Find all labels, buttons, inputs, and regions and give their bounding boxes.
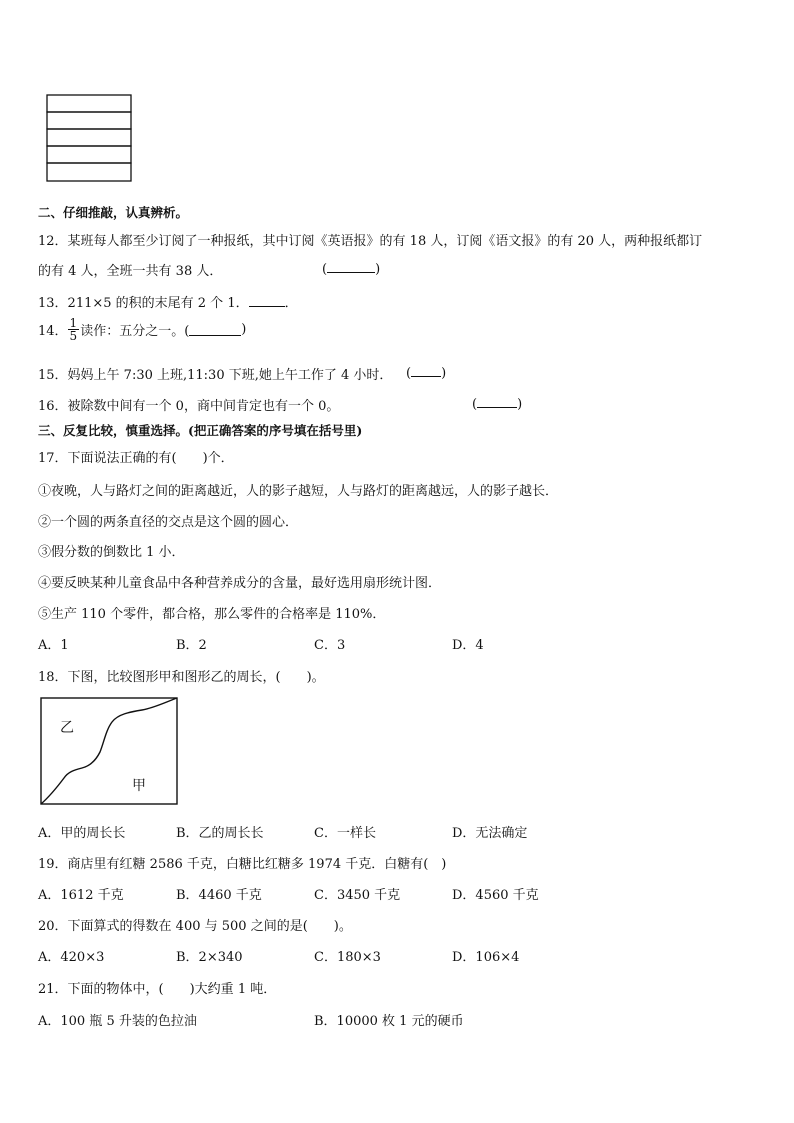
question-12-line-2 — [38, 260, 222, 279]
question-18-stem: 18．下图，比较图形甲和图形乙的周长，( )。 — [38, 670, 325, 685]
question-19-stem: 19．商店里有红糖 2586 千克，白糖比红糖多 1974 千克．白糖有( ) — [38, 857, 447, 872]
question-19-option-a[interactable]: A．1612 千克 — [38, 888, 124, 903]
box-4 — [47, 146, 131, 163]
question-21-option-a[interactable]: A．100 瓶 5 升装的色拉油 — [38, 1014, 197, 1029]
question-18-option-b[interactable]: B．乙的周长长 — [176, 826, 264, 841]
question-18-option-d[interactable]: D．无法确定 — [452, 826, 528, 841]
question-19-option-c[interactable]: C．3450 千克 — [314, 888, 401, 903]
question-20-option-d[interactable]: D．106×4 — [452, 950, 520, 965]
fraction-one-fifth — [68, 317, 80, 342]
paren-close: ) — [441, 366, 447, 381]
question-14-text: 读作：五分之一。( — [80, 324, 190, 339]
question-20-option-b[interactable]: B．2×340 — [176, 950, 243, 965]
question-17-option-c[interactable]: C．3 — [314, 638, 346, 653]
question-15-text: 15．妈妈上午 7:30 上班,11:30 下班,她上午工作了 4 小时． — [38, 368, 393, 383]
paren-close: ) — [375, 262, 381, 277]
fraction-denominator: 5 — [69, 329, 78, 343]
section-2-heading: 二、仔细推敲，认真辨析。 — [38, 205, 189, 220]
paren-open: ( — [472, 397, 478, 412]
question-17-option-d[interactable]: D．4 — [452, 638, 484, 653]
question-16 — [38, 395, 339, 414]
question-17-statement-1: ①夜晚，人与路灯之间的距离越近，人的影子越短，人与路灯的距离越远，人的影子越长． — [38, 484, 559, 499]
question-19-option-b[interactable]: B．4460 千克 — [176, 888, 262, 903]
fraction-numerator: 1 — [69, 316, 78, 330]
question-17-option-a[interactable]: A．1 — [38, 638, 69, 653]
question-12-answer[interactable] — [322, 260, 380, 277]
answer-blank[interactable] — [477, 395, 517, 408]
question-17-statement-3: ③假分数的倒数比 1 小． — [38, 545, 185, 560]
answer-blank[interactable] — [411, 364, 441, 377]
question-15 — [38, 364, 392, 383]
box-2 — [47, 112, 131, 129]
question-17-statement-5: ⑤生产 110 个零件，都合格，那么零件的合格率是 110%． — [38, 607, 386, 622]
question-14 — [38, 317, 246, 342]
question-20-option-a[interactable]: A．420×3 — [38, 950, 105, 965]
label-jia: 甲 — [132, 778, 146, 794]
question-17-statement-2: ②一个圆的两条直径的交点是这个圆的圆心． — [38, 515, 299, 530]
paren-close: ) — [517, 397, 523, 412]
question-12-line-1: 12．某班每人都至少订阅了一种报纸，其中订阅《英语报》的有 18 人，订阅《语文报》的有 20 人，两种报纸都订 — [38, 234, 703, 249]
box-5 — [47, 163, 131, 181]
question-17-stem: 17．下面说法正确的有( )个． — [38, 451, 234, 466]
question-17-statement-4: ④要反映某种儿童食品中各种营养成分的含量，最好选用扇形统计图． — [38, 576, 442, 591]
paren-open: ( — [406, 366, 412, 381]
figure-outer-rectangle — [41, 698, 177, 804]
section-3-heading: 三、反复比较，慎重选择。(把正确答案的序号填在括号里) — [38, 423, 363, 438]
question-18-option-c[interactable]: C．一样长 — [314, 826, 376, 841]
question-13-end: ． — [284, 296, 298, 311]
answer-blank[interactable] — [189, 323, 241, 336]
question-12-text: 的有 4 人，全班一共有 38 人． — [38, 264, 223, 279]
box-1 — [47, 95, 131, 112]
question-20-option-c[interactable]: C．180×3 — [314, 950, 381, 965]
question-16-answer[interactable] — [472, 395, 522, 412]
question-19-option-d[interactable]: D．4560 千克 — [452, 888, 539, 903]
label-yi: 乙 — [60, 720, 74, 736]
question-15-answer[interactable] — [406, 364, 446, 381]
dividing-curve — [41, 698, 177, 804]
answer-blank[interactable] — [249, 294, 285, 307]
question-13 — [38, 292, 298, 311]
question-21-stem: 21．下面的物体中，( )大约重 1 吨． — [38, 982, 277, 997]
stacked-boxes-figure — [44, 92, 136, 188]
question-14-number: 14． — [38, 324, 68, 339]
box-3 — [47, 129, 131, 146]
answer-blank[interactable] — [327, 260, 375, 273]
question-16-text: 16．被除数中间有一个 0，商中间肯定也有一个 0。 — [38, 399, 340, 414]
perimeter-comparison-figure — [38, 694, 182, 810]
question-14-end: ) — [241, 322, 247, 337]
question-18-option-a[interactable]: A．甲的周长长 — [38, 826, 126, 841]
paren-open: ( — [322, 262, 328, 277]
question-20-stem: 20．下面算式的得数在 400 与 500 之间的是( )。 — [38, 919, 352, 934]
question-17-option-b[interactable]: B．2 — [176, 638, 207, 653]
question-21-option-b[interactable]: B．10000 枚 1 元的硬币 — [314, 1014, 464, 1029]
question-13-text: 13．211×5 的积的末尾有 2 个 1． — [38, 296, 249, 311]
